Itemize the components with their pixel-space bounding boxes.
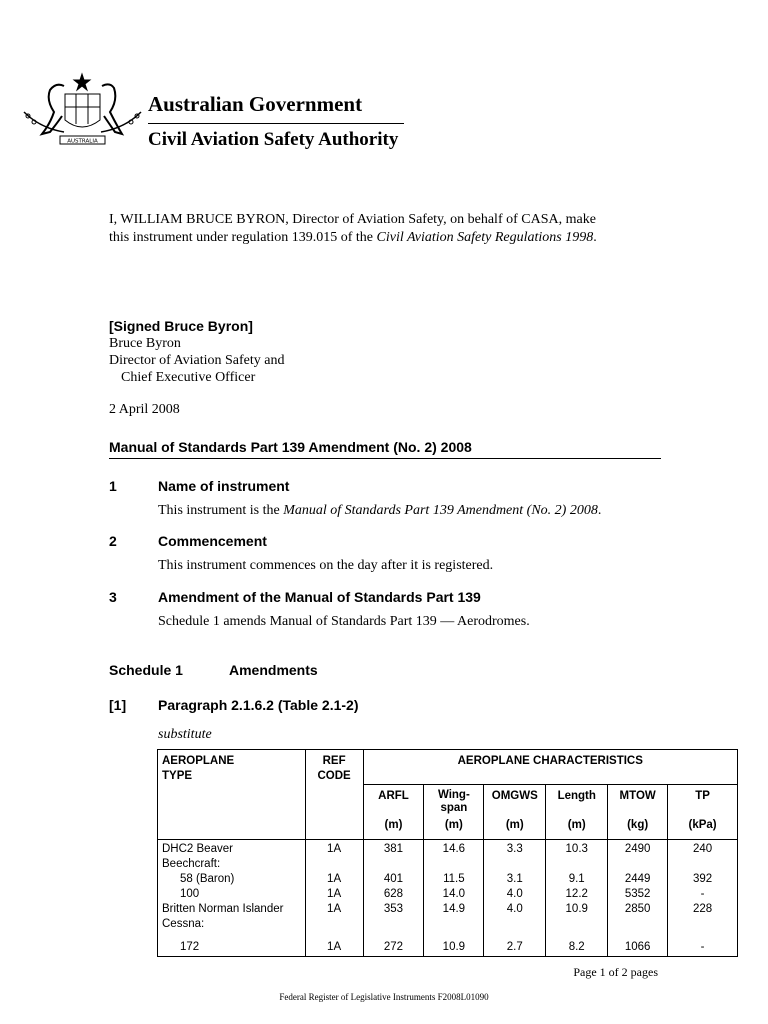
crest-scroll-text: AUSTRALIA — [67, 138, 98, 145]
section-1-instrument-name: Manual of Standards Part 139 Amendment (No. 2) 2008 — [283, 503, 598, 518]
value-cell — [424, 917, 484, 932]
aeroplane-type-cell: DHC2 Beaver — [158, 840, 306, 858]
signature-date: 2 April 2008 — [109, 402, 180, 417]
page-number: Page 1 of 2 pages — [573, 965, 658, 979]
schedule-title: Amendments — [229, 662, 318, 678]
value-cell: 2850 — [608, 902, 668, 917]
ref-code-cell — [305, 917, 363, 932]
table-row — [158, 917, 738, 932]
ref-code-cell: 1A — [305, 932, 363, 957]
value-cell: 228 — [668, 902, 738, 917]
value-cell: 392 — [668, 872, 738, 887]
value-cell — [363, 857, 424, 872]
section-2-text: This instrument commences on the day after it is registered. — [158, 558, 494, 573]
value-cell: 1066 — [608, 932, 668, 957]
header-divider — [148, 123, 404, 124]
ref-code-cell: 1A — [305, 887, 363, 902]
value-cell — [668, 857, 738, 872]
intro-line-2-prefix: this instrument under regulation 139.015 of the — [109, 230, 377, 245]
column-name: TP — [695, 790, 710, 802]
value-cell: 381 — [363, 840, 424, 858]
section-1-text-prefix: This instrument is the — [158, 503, 284, 518]
column-name: ARFL — [378, 790, 409, 802]
column-unit: (m) — [444, 819, 463, 831]
type-header-line-1: AEROPLANE — [162, 755, 235, 767]
ref-code-cell: 1A — [305, 840, 363, 858]
column-name: OMGWS — [491, 790, 538, 802]
value-cell: 11.5 — [424, 872, 484, 887]
value-cell — [608, 857, 668, 872]
value-cell: 628 — [363, 887, 424, 902]
signatory-name: Bruce Byron — [109, 336, 181, 351]
signed-marker: [Signed Bruce Byron] — [109, 318, 253, 334]
table-row — [158, 872, 738, 887]
intro-line-2 — [109, 229, 597, 247]
value-cell — [484, 857, 546, 872]
section-1-number: 1 — [109, 478, 117, 494]
instrument-title: Manual of Standards Part 139 Amendment (No. 2) 2008 — [109, 439, 472, 455]
aeroplane-table — [157, 749, 738, 957]
value-cell: - — [668, 932, 738, 957]
column-unit: (m) — [505, 819, 524, 831]
table-row — [158, 887, 738, 902]
value-cell: 2449 — [608, 872, 668, 887]
register-reference: Federal Register of Legislative Instruments F2008L01090 — [279, 992, 489, 1002]
section-3-text: Schedule 1 amends Manual of Standards Part 139 — Aerodromes. — [158, 614, 530, 629]
value-cell: 4.0 — [484, 902, 546, 917]
value-cell — [363, 917, 424, 932]
value-cell — [546, 917, 608, 932]
column-unit: (m) — [567, 819, 586, 831]
aeroplane-type-cell: Cessna: — [158, 917, 306, 932]
title-rule — [109, 458, 661, 459]
value-cell: 2.7 — [484, 932, 546, 957]
value-cell: 4.0 — [484, 887, 546, 902]
schedule-label: Schedule 1 — [109, 662, 183, 678]
table-row — [158, 902, 738, 917]
type-header — [158, 750, 306, 840]
ref-code-cell: 1A — [305, 872, 363, 887]
table-body — [158, 840, 738, 957]
government-title: Australian Government — [148, 92, 363, 116]
value-cell: 10.9 — [546, 902, 608, 917]
value-cell — [608, 917, 668, 932]
regulations-title: Civil Aviation Safety Regulations 1998 — [376, 230, 594, 245]
section-2-number: 2 — [109, 533, 117, 549]
value-cell — [424, 857, 484, 872]
column-name: Wing- span — [437, 789, 470, 814]
aeroplane-type-cell: Britten Norman Islander — [158, 902, 306, 917]
value-cell: 353 — [363, 902, 424, 917]
column-unit: (kg) — [627, 819, 649, 831]
section-3-heading: Amendment of the Manual of Standards Part 139 — [158, 589, 481, 605]
table-row — [158, 857, 738, 872]
column-header — [484, 785, 546, 840]
table-row — [158, 932, 738, 957]
column-header — [668, 785, 738, 840]
value-cell: 3.1 — [484, 872, 546, 887]
type-header-line-2: TYPE — [162, 770, 193, 782]
value-cell: 5352 — [608, 887, 668, 902]
aeroplane-type-cell: 100 — [158, 887, 306, 902]
column-header — [546, 785, 608, 840]
aeroplane-type-cell: 172 — [158, 932, 306, 957]
section-3-number: 3 — [109, 589, 117, 605]
section-1-heading: Name of instrument — [158, 478, 290, 494]
ref-header-line-1: REF — [322, 755, 346, 767]
column-header — [608, 785, 668, 840]
signatory-title-1: Director of Aviation Safety and — [109, 353, 285, 368]
column-header — [424, 785, 484, 840]
value-cell — [484, 917, 546, 932]
table-row — [158, 840, 738, 858]
column-name: Length — [557, 790, 596, 802]
value-cell — [546, 857, 608, 872]
value-cell: 10.9 — [424, 932, 484, 957]
section-1-text-suffix: . — [597, 503, 602, 518]
intro-line-1: I, WILLIAM BRUCE BYRON, Director of Aviation Safety, on behalf of CASA, make — [109, 212, 596, 227]
value-cell: - — [668, 887, 738, 902]
value-cell: 14.6 — [424, 840, 484, 858]
column-name: MTOW — [619, 790, 656, 802]
ref-code-cell — [305, 857, 363, 872]
aeroplane-type-cell: 58 (Baron) — [158, 872, 306, 887]
signatory-title-2: Chief Executive Officer — [121, 370, 256, 385]
ref-code-header — [305, 750, 363, 840]
aeroplane-type-cell: Beechcraft: — [158, 857, 306, 872]
ref-header-line-2: CODE — [317, 770, 351, 782]
value-cell: 2490 — [608, 840, 668, 858]
table-header-row — [158, 750, 738, 785]
section-2-heading: Commencement — [158, 533, 267, 549]
value-cell: 12.2 — [546, 887, 608, 902]
item-number: [1] — [109, 697, 127, 713]
characteristics-header: AEROPLANE CHARACTERISTICS — [363, 750, 737, 785]
item-instruction: substitute — [158, 727, 212, 742]
coat-of-arms-icon — [20, 72, 145, 154]
value-cell: 9.1 — [546, 872, 608, 887]
value-cell: 10.3 — [546, 840, 608, 858]
section-1-text — [158, 502, 601, 520]
intro-line-2-suffix: . — [593, 230, 597, 245]
value-cell: 272 — [363, 932, 424, 957]
column-unit: (m) — [384, 819, 403, 831]
value-cell: 14.9 — [424, 902, 484, 917]
value-cell: 3.3 — [484, 840, 546, 858]
value-cell: 14.0 — [424, 887, 484, 902]
column-unit: (kPa) — [688, 819, 717, 831]
value-cell: 240 — [668, 840, 738, 858]
value-cell: 401 — [363, 872, 424, 887]
item-title: Paragraph 2.1.6.2 (Table 2.1-2) — [158, 697, 359, 713]
ref-code-cell: 1A — [305, 902, 363, 917]
value-cell: 8.2 — [546, 932, 608, 957]
value-cell — [668, 917, 738, 932]
agency-name: Civil Aviation Safety Authority — [148, 129, 399, 150]
column-header — [363, 785, 424, 840]
